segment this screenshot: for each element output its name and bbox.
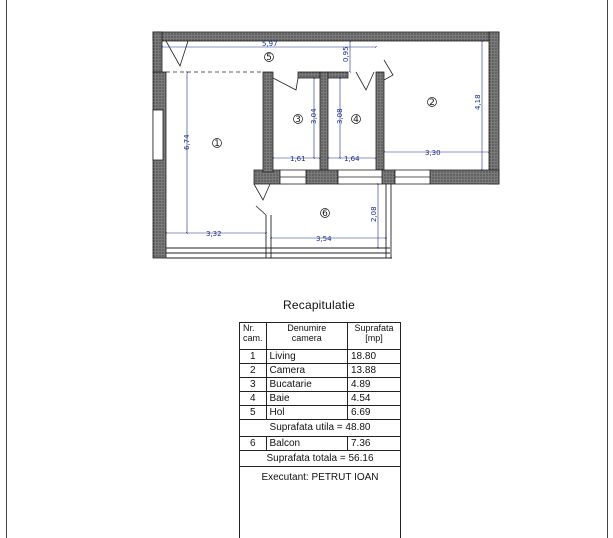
table-row <box>240 437 400 451</box>
header-name <box>266 323 347 350</box>
room-nr: 3 <box>240 378 266 392</box>
room-area: 4.89 <box>348 378 401 392</box>
header-area-line1: Suprafata <box>354 323 394 333</box>
header-nr-line2: cam. <box>243 333 263 343</box>
kitchen-top-wall <box>298 72 320 78</box>
room-area: 6.69 <box>348 406 401 420</box>
room-nr: 4 <box>240 392 266 406</box>
dim-room-height: 4,18 <box>474 94 482 110</box>
bath-top-wall <box>328 72 348 78</box>
room-area: 18.80 <box>348 350 401 364</box>
table-row <box>240 406 400 420</box>
bottom-center-wall <box>306 170 338 184</box>
left-wall-lower <box>153 72 166 258</box>
interior-walls <box>263 72 384 172</box>
total-area-row <box>240 451 400 467</box>
top-wall <box>153 32 499 41</box>
dim-balcony-depth: 2,08 <box>370 206 378 222</box>
area-table <box>240 323 400 467</box>
dim-bath-width: 1,64 <box>344 155 360 163</box>
useful-area-row <box>240 420 400 437</box>
room-name: Baie <box>266 392 347 406</box>
balcony-area: 7.36 <box>348 437 401 451</box>
bottom-right-wall <box>430 170 499 184</box>
dim-hall-depth: 0,95 <box>342 46 350 62</box>
right-wall <box>489 32 499 184</box>
table-header-row <box>240 323 400 350</box>
room-number-1: 1 <box>214 139 220 149</box>
room-name: Hol <box>266 406 347 420</box>
balcony-nr: 6 <box>240 437 266 451</box>
balcony-door <box>254 184 270 200</box>
room-name: Bucatarie <box>266 378 347 392</box>
room-number-4: 4 <box>353 115 359 125</box>
header-nr-line1: Nr. <box>243 323 255 333</box>
balcony-name: Balcon <box>266 437 347 451</box>
dim-living-bottom: 3,32 <box>206 230 222 238</box>
bottom-mid-wall <box>382 170 395 184</box>
table-row <box>240 392 400 406</box>
dim-kitchen-height: 3,04 <box>310 108 318 124</box>
header-name-line1: Denumire <box>287 323 327 333</box>
header-area-line2: [mp] <box>365 333 383 343</box>
header-area <box>348 323 401 350</box>
room-number-2: 2 <box>429 98 435 108</box>
left-wall-upper <box>153 32 162 72</box>
recap-title: Recapitulatie <box>283 298 355 312</box>
table-row <box>240 378 400 392</box>
header-nr <box>240 323 266 350</box>
kitchen-door <box>273 78 298 90</box>
dim-bath-height: 3,08 <box>336 108 344 124</box>
room-area: 4.54 <box>348 392 401 406</box>
room-number-3: 3 <box>295 115 301 125</box>
doors <box>166 41 393 215</box>
table-row <box>240 350 400 364</box>
bath-door <box>356 72 374 90</box>
room-area: 13.88 <box>348 364 401 378</box>
useful-area: Suprafata utila = 48.80 <box>240 420 400 437</box>
room-number-6: 6 <box>322 209 328 219</box>
total-area: Suprafata totala = 56.16 <box>240 451 400 467</box>
dim-balcony-width: 3,54 <box>316 235 332 243</box>
dim-top-width: 5,97 <box>262 40 278 48</box>
kitchen-bath-wall <box>320 72 328 170</box>
dim-living-height: 6,74 <box>183 134 191 150</box>
balcony-door-leaf <box>256 206 266 215</box>
dim-kitchen-width: 1,61 <box>290 155 306 163</box>
room-door <box>384 60 393 80</box>
entry-door <box>166 41 188 66</box>
bath-room-wall <box>376 72 384 170</box>
table-row <box>240 364 400 378</box>
room-name: Camera <box>266 364 347 378</box>
room-nr: 1 <box>240 350 266 364</box>
recap-table <box>239 322 401 538</box>
balcony-outline <box>166 184 392 258</box>
executant: Executant: PETRUT IOAN <box>261 472 379 483</box>
room-nr: 5 <box>240 406 266 420</box>
header-name-line2: camera <box>291 333 322 343</box>
room-number-5: 5 <box>266 53 272 63</box>
room-name: Living <box>266 350 347 364</box>
dim-room-width: 3,30 <box>425 149 441 157</box>
room-nr: 2 <box>240 364 266 378</box>
living-kitchen-wall <box>263 72 273 172</box>
